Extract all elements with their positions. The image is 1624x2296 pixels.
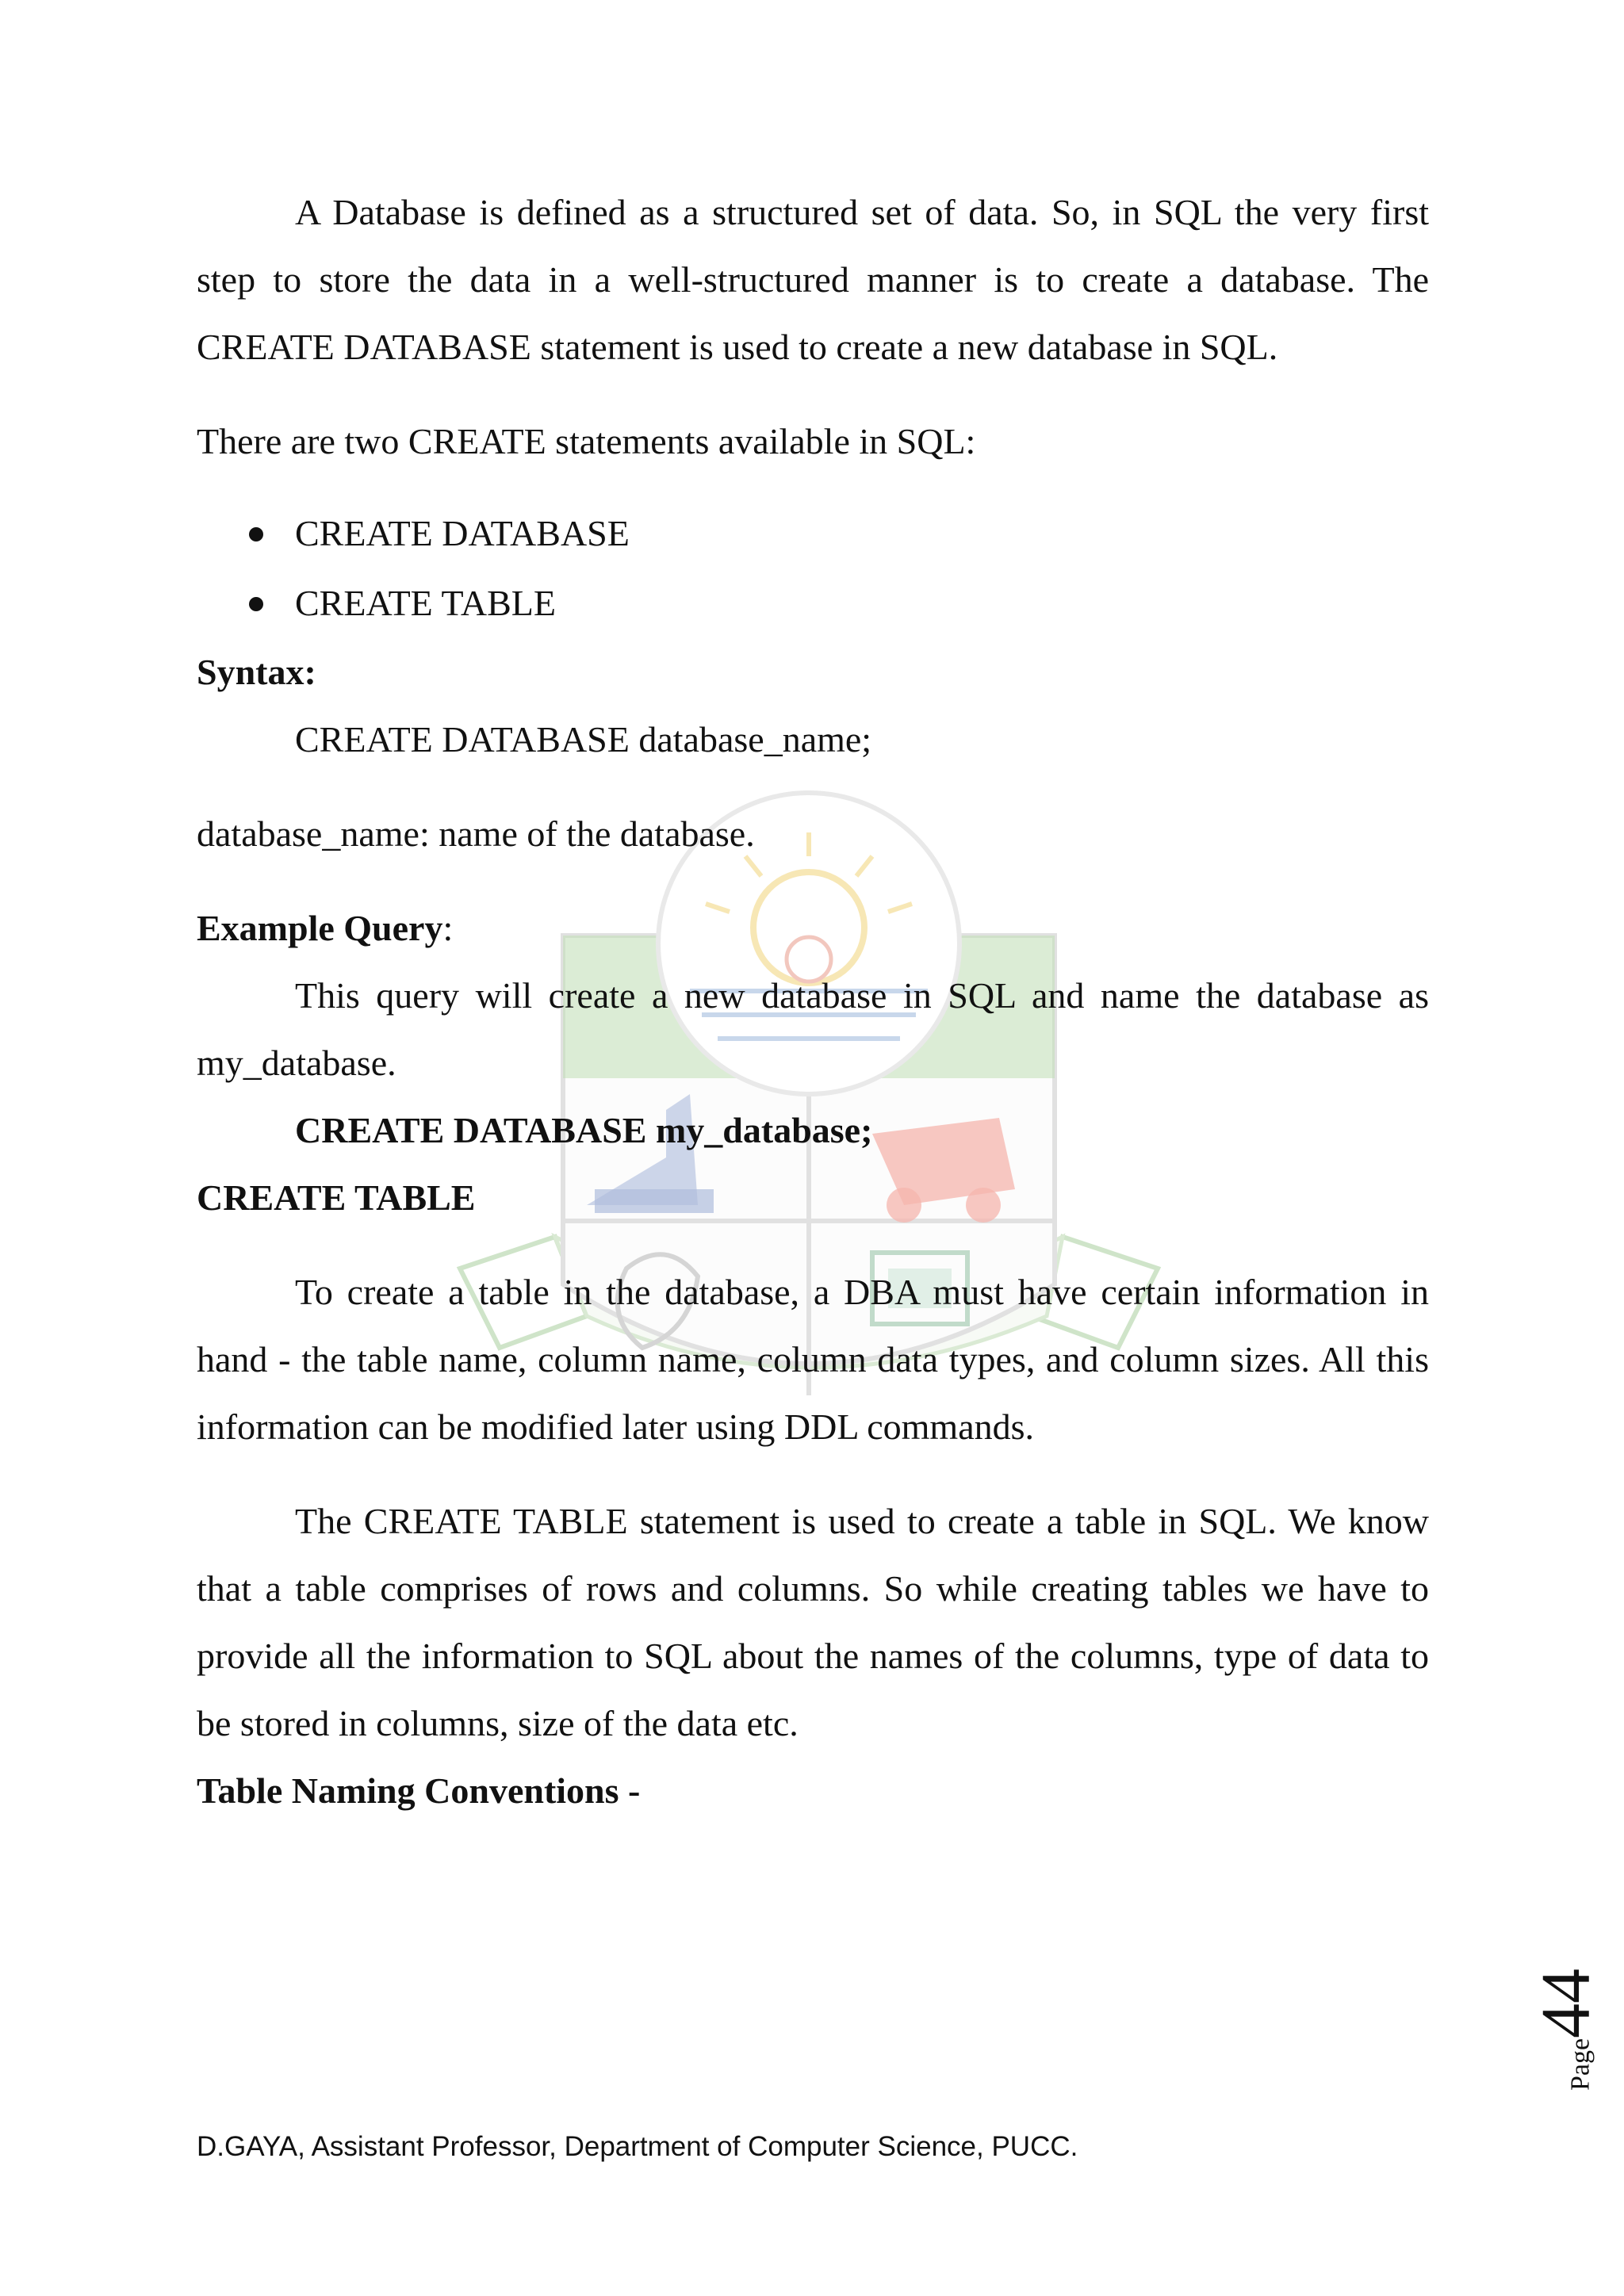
example-heading-colon: : [442,908,454,948]
page-body [197,178,1429,1824]
list-item-label: CREATE TABLE [295,583,556,623]
list-item [197,568,1429,638]
create-table-paragraph-1: To create a table in the database, a DBA must have certain information in hand - the table name, column name, column data types, and column sizes. All this information can be modified later using DDL commands. [197,1272,1429,1447]
page-label: Page [1565,2038,1595,2091]
bullet-icon [249,527,263,541]
page-footer: D.GAYA, Assistant Professor, Department of Computer Science, PUCC. [197,2131,1078,2162]
example-heading: Example Query [197,908,443,948]
naming-conventions-heading: Table Naming Conventions - [197,1770,641,1811]
page-number [1527,1958,1605,2101]
create-statements-list [197,499,1429,638]
create-table-heading: CREATE TABLE [197,1177,476,1218]
example-heading-line [197,894,1429,962]
syntax-code: CREATE DATABASE database_name; [295,719,872,760]
intro-paragraph: A Database is defined as a structured set of data. So, in SQL the very first step to store the data in a well-structured manner is to create a database. The CREATE DATABASE statement is used to create a new database in SQL. [197,192,1429,367]
list-item [197,499,1429,568]
example-code: CREATE DATABASE my_database; [295,1110,873,1150]
bullet-icon [249,597,263,611]
two-statements-paragraph: There are two CREATE statements available in SQL: [197,421,976,461]
syntax-heading: Syntax: [197,652,316,692]
create-table-paragraph-2: The CREATE TABLE statement is used to create a table in SQL. We know that a table comprises of rows and columns. So while creating tables we have to provide all the information to SQL about the names of the columns, type of data to be stored in columns, size of the data etc. [197,1501,1429,1743]
syntax-description: database_name: name of the database. [197,813,755,854]
list-item-label: CREATE DATABASE [295,513,630,553]
example-description: This query will create a new database in SQL and name the database as my_database. [197,975,1429,1083]
page-number-value: 44 [1527,1968,1605,2038]
